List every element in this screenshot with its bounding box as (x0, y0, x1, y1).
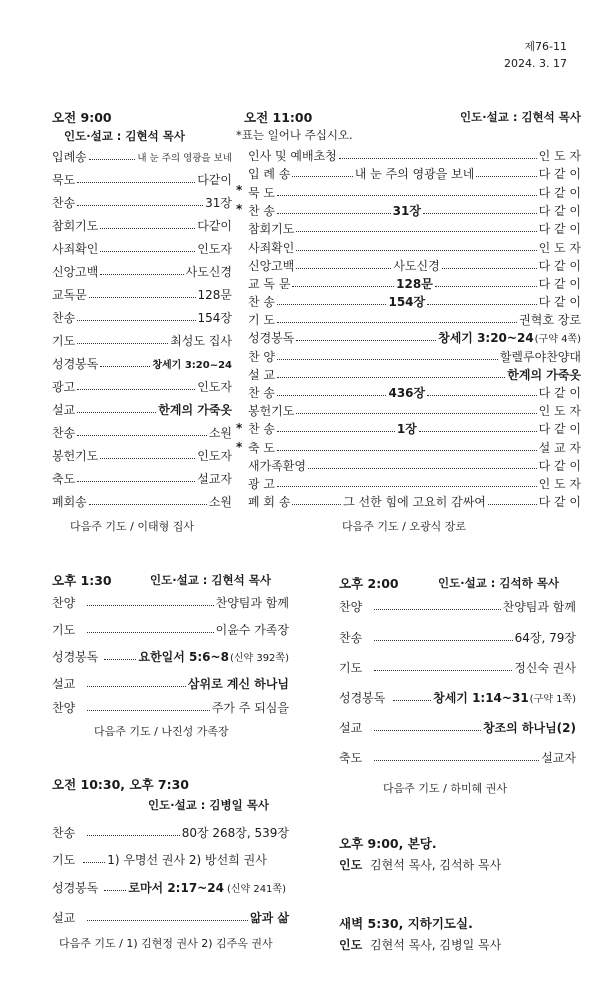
order-row: 기 도 권혁호 장로 (248, 313, 581, 327)
order-row: 인사 및 예배초청 인 도 자 (248, 149, 581, 163)
order-row: 성경봉독 창세기 1:14~31 (구약 1쪽) (339, 691, 576, 705)
order-row: 광고 인도자 (52, 380, 232, 394)
order-row: 성경봉독 창세기 3:20~24 (구약 4쪽) (248, 331, 581, 345)
service-time: 새벽 5:30, 지하기도실. (339, 916, 473, 931)
order-row: 축도 설교자 (52, 472, 232, 486)
order-row: 찬송 80장 268장, 539장 (52, 826, 289, 840)
order-row: 묵 도 다 같 이 (248, 186, 581, 200)
next-week-prayer: 다음주 기도 / 오광식 장로 (342, 520, 466, 533)
order-row: 설교 한계의 가죽옷 (52, 403, 232, 417)
order-row: 찬 송 1장 다 같 이 (248, 422, 582, 436)
order-row: 찬송 31장 (52, 196, 232, 210)
order-row: 찬양 찬양팀과 함께 (339, 600, 576, 614)
service-time: 오전 11:00 (244, 110, 313, 125)
order-row: 묵도 다같이 (52, 173, 232, 187)
service-leader: 인도·설교 : 김석하 목사 (438, 576, 559, 590)
service-time: 오후 1:30 (52, 573, 112, 588)
order-row: 성경봉독 요한일서 5:6~8 (신약 392쪽) (52, 650, 289, 664)
order-row: 설교 앎과 삶 (52, 911, 289, 925)
next-week-prayer: 다음주 기도 / 이태형 집사 (70, 520, 194, 533)
order-row: 기도 정신숙 권사 (339, 661, 576, 675)
standing-mark: * (236, 202, 243, 216)
issue-number: 제76-11 (524, 40, 567, 53)
standing-mark: * (236, 421, 243, 435)
order-row: 사죄확인 인도자 (52, 242, 232, 256)
order-row: 봉헌기도 인도자 (52, 449, 232, 463)
service-leader: 인도·설교 : 김현석 목사 (150, 573, 271, 587)
order-row: 교 독 문 128문 다 같 이 (248, 277, 581, 291)
order-row: 참회기도 다같이 (52, 219, 232, 233)
service-leader: 인도·설교 : 김병일 목사 (148, 798, 269, 812)
order-row: 찬 송 154장 다 같 이 (248, 295, 581, 309)
order-row: 찬양 주가 주 되심을 (52, 701, 289, 715)
order-row: 찬송 64장, 79장 (339, 631, 576, 645)
order-row: 폐 회 송 그 선한 힘에 고요히 감싸여 다 같 이 (248, 495, 581, 509)
order-row: 참회기도 다 같 이 (248, 222, 581, 236)
order-row: 새가족환영 다 같 이 (248, 459, 581, 473)
service-leader: 인도·설교 : 김현석 목사 (460, 110, 581, 124)
order-row: 기도 이윤수 가족장 (52, 623, 289, 637)
service-time: 오전 10:30, 오후 7:30 (52, 777, 189, 792)
order-row: 봉헌기도 인 도 자 (248, 404, 581, 418)
order-row: 찬 송 436장 다 같 이 (248, 386, 581, 400)
order-row: 찬 양 할렐루야찬양대 (248, 350, 581, 364)
order-row: 설 교 한계의 가죽옷 (248, 368, 581, 382)
service-time: 오후 2:00 (339, 576, 399, 591)
order-row: 기도 1) 우명선 권사 2) 방선희 권사 (52, 853, 267, 867)
order-row: 축 도 설 교 자 (248, 441, 581, 455)
service-time: 오전 9:00 (52, 110, 112, 125)
order-row: 입 례 송 내 눈 주의 영광을 보네 다 같 이 (248, 167, 581, 181)
bulletin-date: 2024. 3. 17 (504, 57, 567, 70)
standing-mark: * (236, 440, 243, 454)
next-week-prayer: 다음주 기도 / 1) 김현정 권사 2) 김주옥 권사 (59, 937, 273, 950)
next-week-prayer: 다음주 기도 / 나진성 가족장 (94, 725, 229, 738)
service-time: 오후 9:00, 본당. (339, 836, 437, 851)
standing-mark: * (236, 183, 243, 197)
order-row: 교독문 128문 (52, 288, 232, 302)
order-row: 설교 삼위로 계신 하나님 (52, 677, 289, 691)
order-row: 성경봉독 창세기 3:20~24 (52, 357, 232, 371)
order-row: 입례송 내 눈 주의 영광을 보네 (52, 150, 232, 164)
leader-names: 김현석 목사, 김병일 목사 (370, 938, 502, 952)
order-row: 광 고 인 도 자 (248, 477, 581, 491)
order-row: 기도 최성도 집사 (52, 334, 232, 348)
order-row: 찬양 찬양팀과 함께 (52, 596, 289, 610)
order-row: 축도 설교자 (339, 751, 576, 765)
order-row: 찬 송 31장 다 같 이 (248, 204, 582, 218)
leader-label: 인도 (339, 938, 363, 952)
next-week-prayer: 다음주 기도 / 하미혜 권사 (383, 782, 507, 795)
leader-label: 인도 (339, 858, 363, 872)
service-leaders (339, 936, 501, 953)
order-row: 신앙고백 사도신경 다 같 이 (248, 259, 581, 273)
order-row: 설교 창조의 하나님(2) (339, 721, 576, 735)
order-row: 신앙고백 사도신경 (52, 265, 232, 279)
order-row: 사죄확인 인 도 자 (248, 241, 581, 255)
order-row: 성경봉독 로마서 2:17~24 (신약 241쪽) (52, 881, 286, 895)
order-row: 찬송 154장 (52, 311, 232, 325)
order-row: 폐회송 소원 (52, 495, 232, 509)
standing-note: *표는 일어나 주십시오. (236, 128, 353, 142)
order-row: 찬송 소원 (52, 426, 232, 440)
service-leader: 인도·설교 : 김현석 목사 (64, 129, 185, 143)
leader-names: 김현석 목사, 김석하 목사 (370, 858, 502, 872)
service-leaders (339, 856, 501, 873)
